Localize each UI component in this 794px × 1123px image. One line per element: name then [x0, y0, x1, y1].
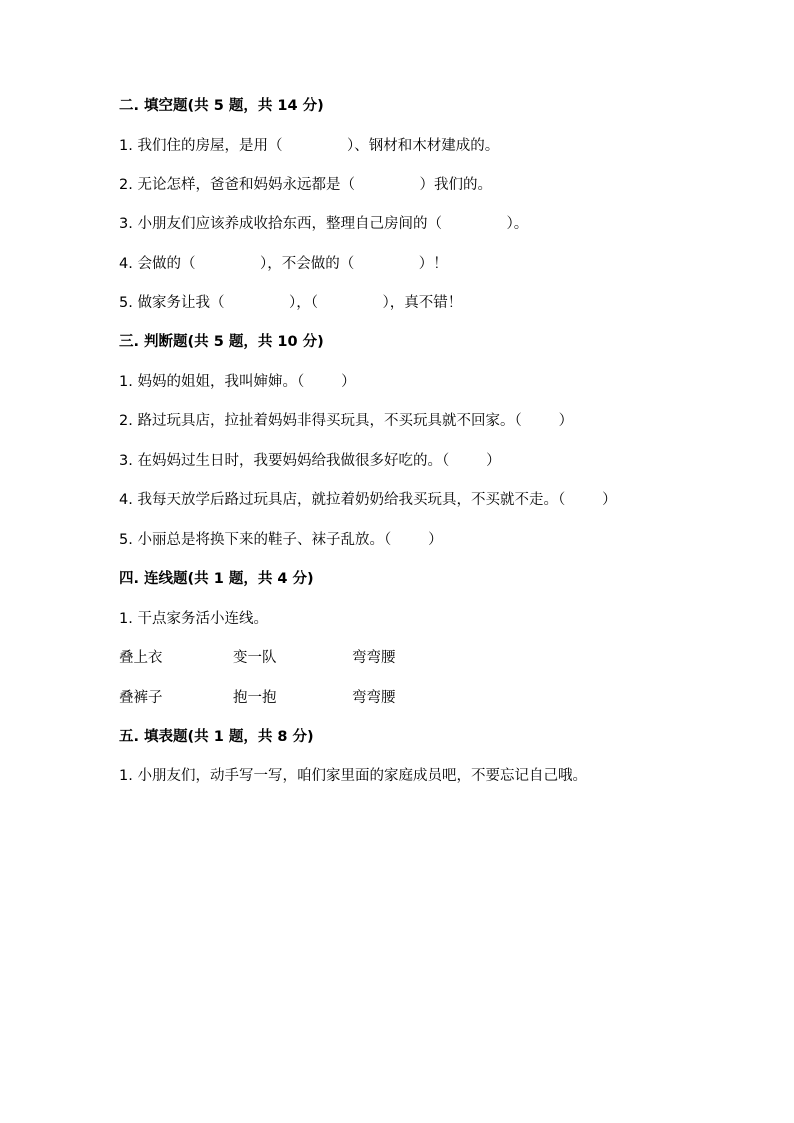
matching-item-right-2: 弯弯腰 — [352, 690, 396, 706]
judge-question-1: 1. 妈妈的姐姐，我叫婶婶。（ ） — [119, 374, 356, 390]
judge-question-2: 2. 路过玩具店，拉扯着妈妈非得买玩具，不买玩具就不回家。（ ） — [119, 413, 574, 429]
judge-question-5: 5. 小丽总是将换下来的鞋子、袜子乱放。（ ） — [119, 532, 443, 548]
fill-question-3: 3. 小朋友们应该养成收拾东西，整理自己房间的（ ）。 — [119, 216, 529, 232]
section-2-heading: 二. 填空题(共 5 题，共 14 分) — [119, 98, 324, 114]
fill-question-4: 4. 会做的（ ），不会做的（ ）！ — [119, 256, 448, 272]
judge-question-3: 3. 在妈妈过生日时，我要妈妈给我做很多好吃的。（ ） — [119, 453, 501, 469]
section-4-heading: 四. 连线题(共 1 题，共 4 分) — [119, 571, 314, 587]
matching-item-right-1: 弯弯腰 — [352, 650, 396, 666]
matching-question: 1. 干点家务活小连线。 — [119, 611, 268, 627]
matching-item-left-1: 叠上衣 — [119, 650, 163, 666]
fill-question-2: 2. 无论怎样，爸爸和妈妈永远都是（ ）我们的。 — [119, 177, 492, 193]
table-question: 1. 小朋友们，动手写一写，咱们家里面的家庭成员吧，不要忘记自己哦。 — [119, 768, 587, 784]
matching-item-middle-1: 变一队 — [233, 650, 277, 666]
section-5-heading: 五. 填表题(共 1 题，共 8 分) — [119, 729, 314, 745]
matching-item-middle-2: 抱一抱 — [233, 690, 277, 706]
fill-question-1: 1. 我们住的房屋，是用（ ）、钢材和木材建成的。 — [119, 138, 500, 154]
matching-item-left-2: 叠裤子 — [119, 690, 163, 706]
fill-question-5: 5. 做家务让我（ ），（ ），真不错！ — [119, 295, 463, 311]
judge-question-4: 4. 我每天放学后路过玩具店，就拉着奶奶给我买玩具，不买就不走。（ ） — [119, 492, 617, 508]
section-3-heading: 三. 判断题(共 5 题，共 10 分) — [119, 334, 324, 350]
